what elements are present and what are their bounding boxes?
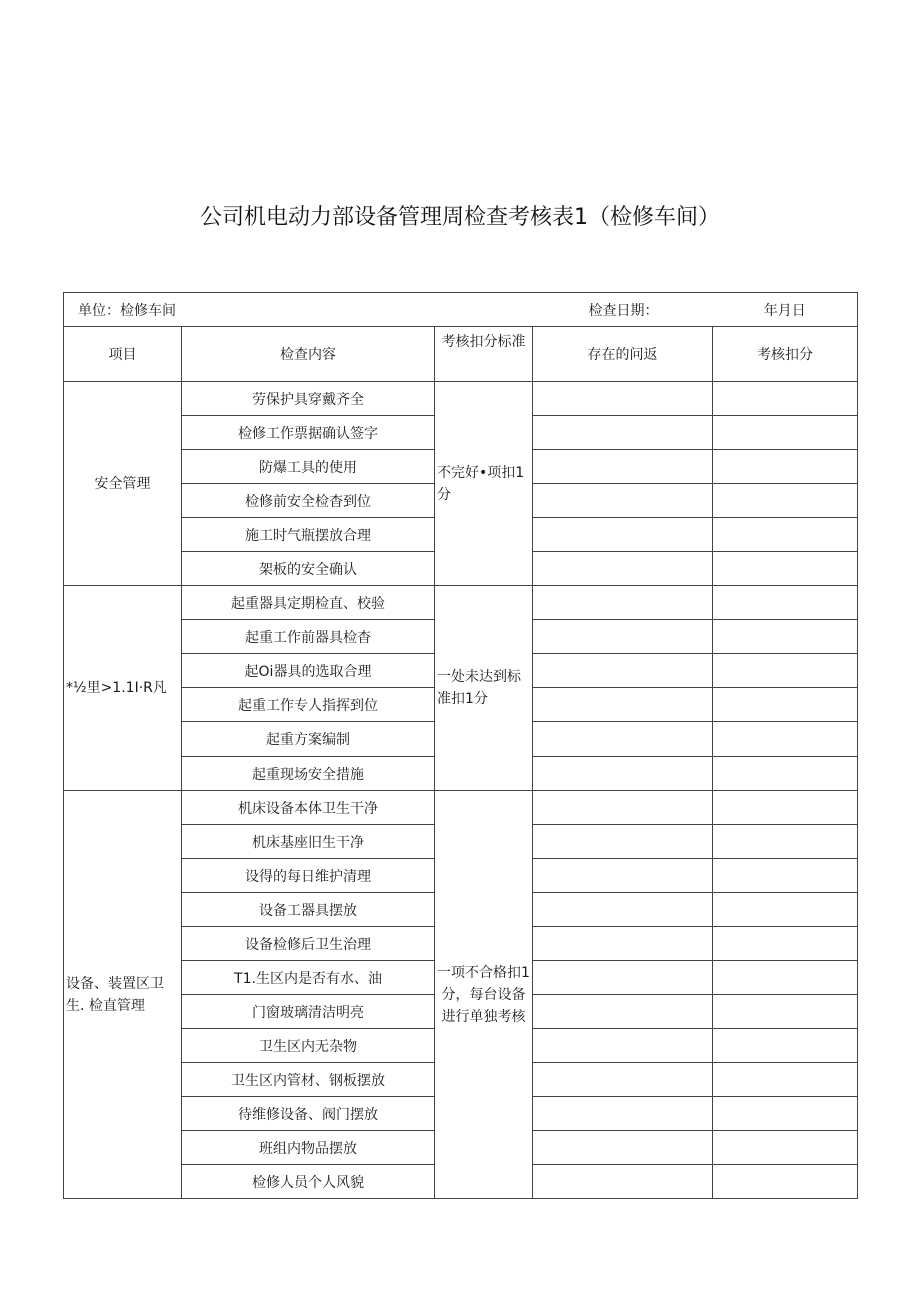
issue-input-cell[interactable] [533, 791, 713, 825]
deduction-input-cell[interactable] [713, 927, 858, 961]
header-row [64, 327, 858, 382]
issue-input-cell[interactable] [533, 1063, 713, 1097]
standard-cell: 不完好•项扣1分 [435, 382, 533, 586]
deduction-input-cell[interactable] [713, 1029, 858, 1063]
category-cell: *½里>1.1I·R凡 [64, 586, 182, 791]
col-header-content: 检查内容 [182, 327, 435, 382]
check-content-cell: 机床基座旧生干净 [182, 825, 435, 859]
deduction-input-cell[interactable] [713, 586, 858, 620]
inspection-table [63, 292, 858, 1199]
check-content-cell: 施工时气瓶摆放合理 [182, 518, 435, 552]
issue-input-cell[interactable] [533, 1131, 713, 1165]
deduction-input-cell[interactable] [713, 995, 858, 1029]
check-content-cell: 班组内物品摆放 [182, 1131, 435, 1165]
deduction-input-cell[interactable] [713, 1131, 858, 1165]
check-content-cell: 架板的安全确认 [182, 552, 435, 586]
issue-input-cell[interactable] [533, 484, 713, 518]
col-header-standard: 考核扣分标准 [435, 327, 533, 382]
check-content-cell: 起Oi器具的选取合理 [182, 654, 435, 688]
issue-input-cell[interactable] [533, 586, 713, 620]
deduction-input-cell[interactable] [713, 552, 858, 586]
deduction-input-cell[interactable] [713, 1165, 858, 1199]
check-content-cell: T1.生区内是否有水、油 [182, 961, 435, 995]
issue-input-cell[interactable] [533, 893, 713, 927]
issue-input-cell[interactable] [533, 1097, 713, 1131]
table-row [64, 791, 858, 825]
check-content-cell: 设备检修后卫生治理 [182, 927, 435, 961]
check-content-cell: 劳保护具穿戴齐全 [182, 382, 435, 416]
table-row [64, 586, 858, 620]
issue-input-cell[interactable] [533, 688, 713, 722]
check-content-cell: 起重工作前器具检杳 [182, 620, 435, 654]
deduction-input-cell[interactable] [713, 961, 858, 995]
check-content-cell: 防爆工具的使用 [182, 450, 435, 484]
issue-input-cell[interactable] [533, 552, 713, 586]
issue-input-cell[interactable] [533, 450, 713, 484]
issue-input-cell[interactable] [533, 927, 713, 961]
deduction-input-cell[interactable] [713, 484, 858, 518]
page-title: 公司机电动力部设备管理周检查考核表1（检修车间） [200, 205, 720, 230]
check-content-cell: 机床设备本体卫生干净 [182, 791, 435, 825]
issue-input-cell[interactable] [533, 518, 713, 552]
issue-input-cell[interactable] [533, 757, 713, 791]
deduction-input-cell[interactable] [713, 1097, 858, 1131]
check-content-cell: 卫生区内无杂物 [182, 1029, 435, 1063]
issue-input-cell[interactable] [533, 825, 713, 859]
deduction-input-cell[interactable] [713, 825, 858, 859]
check-content-cell: 设备工器具摆放 [182, 893, 435, 927]
issue-input-cell[interactable] [533, 416, 713, 450]
check-content-cell: 起重方案编制 [182, 722, 435, 757]
date-value: 年月日 [713, 293, 858, 327]
category-cell: 安全管理 [64, 382, 182, 586]
check-content-cell: 检修工作票据确认签字 [182, 416, 435, 450]
check-content-cell: 起重器具定期检直、校验 [182, 586, 435, 620]
col-header-deduction: 考核扣分 [713, 327, 858, 382]
col-header-issues: 存在的问返 [533, 327, 713, 382]
check-content-cell: 设得的每日维护清理 [182, 859, 435, 893]
deduction-input-cell[interactable] [713, 893, 858, 927]
standard-cell: 一处未达到标准扣1分 [435, 586, 533, 791]
category-cell: 设备、装置区卫生. 检直管理 [64, 791, 182, 1199]
deduction-input-cell[interactable] [713, 518, 858, 552]
deduction-input-cell[interactable] [713, 859, 858, 893]
check-content-cell: 检修前安全检杳到位 [182, 484, 435, 518]
check-content-cell: 待维修设备、阀门摆放 [182, 1097, 435, 1131]
issue-input-cell[interactable] [533, 1029, 713, 1063]
check-content-cell: 门窗玻璃清洁明亮 [182, 995, 435, 1029]
unit-row [64, 293, 858, 327]
issue-input-cell[interactable] [533, 995, 713, 1029]
standard-cell: 一项不合格扣1分，每台设备进行单独考核 [435, 791, 533, 1199]
deduction-input-cell[interactable] [713, 688, 858, 722]
check-content-cell: 检修人员个人风貌 [182, 1165, 435, 1199]
deduction-input-cell[interactable] [713, 620, 858, 654]
issue-input-cell[interactable] [533, 1165, 713, 1199]
col-header-item: 项目 [64, 327, 182, 382]
issue-input-cell[interactable] [533, 859, 713, 893]
deduction-input-cell[interactable] [713, 791, 858, 825]
deduction-input-cell[interactable] [713, 382, 858, 416]
deduction-input-cell[interactable] [713, 654, 858, 688]
deduction-input-cell[interactable] [713, 416, 858, 450]
date-label: 检查日期： [533, 293, 713, 327]
check-content-cell: 起重工作专人指挥到位 [182, 688, 435, 722]
unit-label: 单位：检修车间 [64, 293, 533, 327]
deduction-input-cell[interactable] [713, 450, 858, 484]
issue-input-cell[interactable] [533, 620, 713, 654]
issue-input-cell[interactable] [533, 722, 713, 757]
check-content-cell: 卫生区内管材、钢板摆放 [182, 1063, 435, 1097]
check-content-cell: 起重现场安全措施 [182, 757, 435, 791]
issue-input-cell[interactable] [533, 961, 713, 995]
deduction-input-cell[interactable] [713, 757, 858, 791]
table-row [64, 382, 858, 416]
deduction-input-cell[interactable] [713, 1063, 858, 1097]
deduction-input-cell[interactable] [713, 722, 858, 757]
issue-input-cell[interactable] [533, 654, 713, 688]
issue-input-cell[interactable] [533, 382, 713, 416]
